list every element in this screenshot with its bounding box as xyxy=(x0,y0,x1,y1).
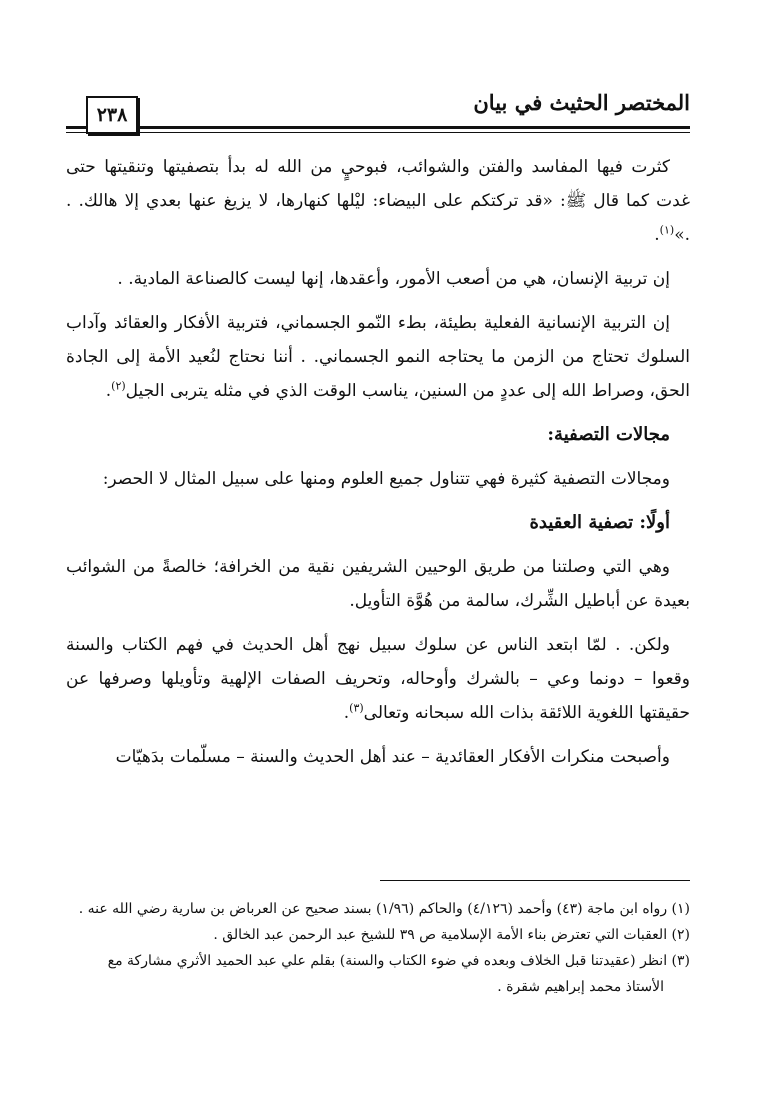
running-title: المختصر الحثيث في بيان xyxy=(473,90,690,115)
paragraph: إن تربية الإنسان، هي من أصعب الأمور، وأعقدها، إنها ليست كالصناعة المادية. . xyxy=(117,269,670,289)
paragraph: وهي التي وصلتنا من طريق الوحيين الشريفين نقية من الخرافة؛ خالصةً من الشوائب بعيدة عن أباطيل الشِّرك، سالمة من هُوَّة التأويل. xyxy=(66,557,690,611)
paragraph: كثرت فيها المفاسد والفتن والشوائب، فبوحيٍ من الله له بدأ بتصفيتها وتنقيتها حتى غدت كما قال ﷺ: «قد تركتكم على البيضاء: ليْلها كنهارها، لا يزيغ عنها بعدي إلا هالك. . .»$^{(١)}$. xyxy=(66,157,690,245)
footnote-ref: (١) xyxy=(659,223,675,237)
page-body xyxy=(66,150,690,784)
paragraph: ومجالات التصفية كثيرة فهي تتناول جميع العلوم ومنها على سبيل المثال لا الحصر: xyxy=(102,469,670,489)
footnote: (١) رواه ابن ماجة (٤٣) وأحمد (٤/١٢٦) والحاكم (١/٩٦) بسند صحيح عن العرباض بن سارية رضي الله عنه . xyxy=(78,901,690,917)
footnote-separator xyxy=(380,880,690,881)
footnotes xyxy=(66,896,690,1000)
page-number: ٢٣٨ xyxy=(86,96,138,134)
header-rule xyxy=(66,126,690,129)
header-rule-thin xyxy=(66,132,690,133)
footnote-ref: (٢) xyxy=(111,379,126,393)
section-heading: مجالات التصفية: xyxy=(547,424,670,445)
paragraph: ولكن. . لمّا ابتعد الناس عن سلوك سبيل نهج أهل الحديث في فهم الكتاب والسنة وقعوا – دونما وعي – بالشرك وأوحاله، وتحريف الصفات الإلهية وتأويلها وصرفها عن حقيقتها اللغوية اللائقة بذات الله سبحانه وتعالى$^{(٣)}$. xyxy=(66,635,690,723)
subsection-heading: أولًا: تصفية العقيدة xyxy=(529,512,670,533)
footnote: (٢) العقبات التي تعترض بناء الأمة الإسلامية ص ٣٩ للشيخ عبد الرحمن عبد الخالق . xyxy=(213,927,690,943)
paragraph: إن التربية الإنسانية الفعلية بطيئة، بطء النّمو الجسماني، فتربية الأفكار والعقائد وآداب السلوك تحتاج من الزمن ما يحتاجه النمو الجسماني. . أننا نحتاج لنُعيد الأمة إلى الجادة الحق، وصراط الله إلى عددٍ من السنين، يناسب الوقت الذي في مثله يتربى الجيل$^{(٢)}$. xyxy=(66,313,690,401)
page-header xyxy=(66,86,690,136)
paragraph: وأصبحت منكرات الأفكار العقائدية – عند أهل الحديث والسنة – مسلّمات بدَهيّات xyxy=(115,747,670,767)
footnote-ref: (٣) xyxy=(349,701,364,715)
footnote: (٣) انظر (عقيدتنا قبل الخلاف وبعده في ضوء الكتاب والسنة) بقلم علي عبد الحميد الأثري مشاركة مع الأستاذ محمد إبراهيم شقرة . xyxy=(107,953,690,995)
